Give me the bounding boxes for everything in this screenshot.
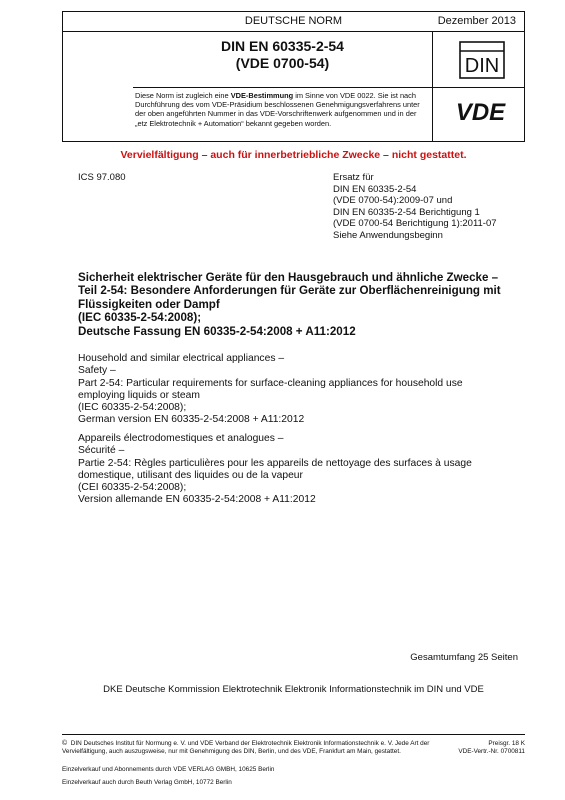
title-line: employing liquids or steam	[78, 389, 200, 401]
title-line: Part 2-54: Particular requirements for surface-cleaning appliances for household use	[78, 377, 463, 389]
vde-logo-text: VDE	[455, 99, 506, 124]
din-logo	[459, 41, 505, 79]
document-number-vde: (VDE 0700-54)	[235, 55, 330, 71]
sales-beuth: Einzelverkauf auch durch Beuth Verlag GmbH, 10772 Berlin	[62, 779, 232, 786]
title-line: (CEI 60335-2-54:2008);	[78, 482, 187, 494]
vde-notice-bold: VDE-Bestimmung	[230, 91, 294, 100]
price-info	[435, 740, 525, 755]
publication-date: Dezember 2013	[437, 15, 516, 27]
replaces-block	[333, 172, 497, 242]
replaces-line: (VDE 0700-54):2009-07 und	[333, 195, 453, 207]
title-german	[78, 271, 528, 338]
title-block	[62, 32, 525, 142]
vde-order-number: VDE-Vertr.-Nr. 0700811	[458, 747, 525, 755]
title-line: domestique, utilisant des liquides ou de la vapeur	[78, 469, 303, 481]
replaces-line: (VDE 0700-54 Berichtigung 1):2011-07	[333, 218, 497, 230]
title-line: Partie 2-54: Règles particulières pour les appareils de nettoyage des surfaces à usage	[78, 457, 472, 469]
replaces-line: Siehe Anwendungsbeginn	[333, 229, 443, 241]
title-line: (IEC 60335-2-54:2008);	[78, 402, 187, 414]
din-logo-text: DIN	[464, 55, 500, 77]
vde-notice: Diese Norm ist zugleich eine VDE-Bestimmung im Sinne von VDE 0022. Sie ist nach Durchführung des vom VDE-Präsidium beschlossenen Genehmigungsverfahrens unter der oben angeführten Nummer in das VDE-Vorschriftenwerk aufgenommen und in der „etz Elektrotechnik + Automation“ bekannt gegeben worden.	[135, 91, 420, 128]
copyright-notice	[62, 740, 442, 755]
title-line: Flüssigkeiten oder Dampf	[78, 297, 220, 311]
divider-horizontal	[133, 87, 525, 88]
copyright-symbol: ©	[62, 740, 68, 747]
replaces-line: DIN EN 60335-2-54 Berichtigung 1	[333, 206, 480, 218]
title-line: Sicherheit elektrischer Geräte für den Hausgebrauch und ähnliche Zwecke –	[78, 271, 499, 284]
replaces-line: Ersatz für	[333, 172, 374, 183]
document-number-main: DIN EN 60335-2-54	[221, 38, 344, 54]
vde-logo	[443, 98, 518, 124]
ics-code: ICS 97.080	[78, 172, 126, 183]
document-number	[133, 38, 432, 72]
title-line: Deutsche Fassung EN 60335-2-54:2008 + A11:2012	[78, 324, 356, 338]
title-line: Teil 2-54: Besondere Anforderungen für Geräte zur Oberflächenreinigung mit	[78, 284, 501, 298]
title-line: Safety –	[78, 365, 116, 377]
reproduction-warning: Vervielfältigung – auch für innerbetriebliche Zwecke – nicht gestattet.	[120, 149, 467, 161]
footer-divider	[62, 734, 525, 735]
title-line: Appareils électrodomestiques et analogues –	[78, 433, 284, 444]
title-french	[78, 433, 528, 507]
copyright-text: DIN Deutsches Institut für Normung e. V. und VDE Verband der Elektrotechnik Elektronik Informationstechnik e. V. Jede Art der Vervielfältigung, auch auszugsweise, nur mit Genehmigung des DIN, Berlin, und des VDE, Frankfurt am Main, gestattet.	[62, 740, 430, 755]
standard-type-label: DEUTSCHE NORM	[244, 15, 343, 27]
dke-line: DKE Deutsche Kommission Elektrotechnik Elektronik Informationstechnik im DIN und VDE	[103, 684, 484, 695]
replaces-line: DIN EN 60335-2-54	[333, 183, 417, 195]
title-line: Version allemande EN 60335-2-54:2008 + A11:2012	[78, 494, 316, 506]
title-line: German version EN 60335-2-54:2008 + A11:2012	[78, 414, 305, 426]
total-pages: Gesamtumfang 25 Seiten	[410, 652, 518, 663]
title-line: Sécurité –	[78, 445, 125, 457]
price-group: Preisgr. 18 K	[488, 740, 525, 747]
title-english	[78, 353, 528, 427]
sales-vde: Einzelverkauf und Abonnements durch VDE VERLAG GMBH, 10625 Berlin	[62, 766, 275, 773]
title-line: (IEC 60335-2-54:2008);	[78, 311, 202, 325]
title-line: Household and similar electrical appliances –	[78, 353, 285, 364]
header-bar	[62, 11, 525, 32]
